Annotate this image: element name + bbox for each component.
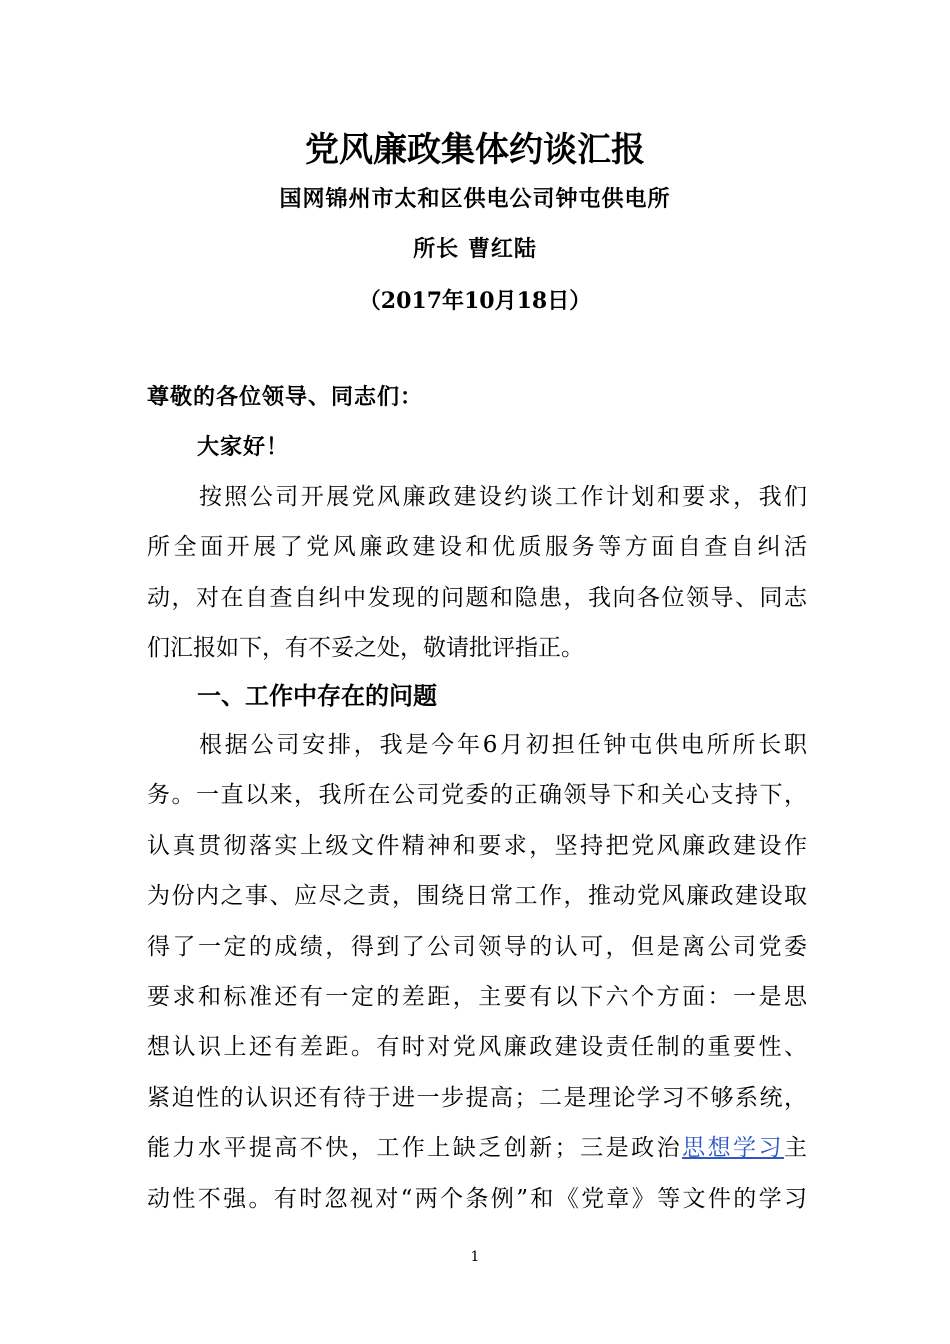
salutation: 尊敬的各位领导、同志们：: [147, 384, 424, 410]
paragraph-line: 务。一直以来，我所在公司党委的正确领导下和关心支持下，: [147, 782, 807, 809]
document-author: 所长 曹红陆: [413, 236, 537, 262]
document-title: 党风廉政集体约谈汇报: [305, 130, 645, 170]
paragraph-line: 根据公司安排，我是今年6月初担任钟屯供电所所长职: [199, 732, 807, 758]
paragraph-line: 动，对在自查自纠中发现的问题和隐患，我向各位领导、同志: [147, 584, 807, 611]
document-date: （2017年10月18日）: [358, 288, 592, 314]
paragraph-line: 为份内之事、应尽之责，围绕日常工作，推动党风廉政建设取: [147, 883, 807, 910]
greeting: 大家好！: [197, 434, 290, 460]
page-number: 1: [470, 1249, 480, 1265]
paragraph-line: 们汇报如下，有不妥之处，敬请批评指正。: [147, 635, 584, 662]
paragraph-intro: [147, 472, 807, 674]
paragraph-line: 认真贯彻落实上级文件精神和要求，坚持把党风廉政建设作: [147, 832, 807, 859]
thought-study-link[interactable]: 思想学习: [682, 1135, 785, 1162]
line-text-before-link: 能力水平提高不快，工作上缺乏创新；三是政治: [147, 1135, 683, 1162]
paragraph-line: 动性不强。有时忽视对“两个条例”和《党章》等文件的学习: [147, 1185, 807, 1212]
document-subtitle: 国网锦州市太和区供电公司钟屯供电所: [279, 186, 671, 212]
paragraph-line-with-link: [147, 1123, 807, 1173]
paragraph-problems: [147, 720, 807, 1224]
paragraph-line: 紧迫性的认识还有待于进一步提高；二是理论学习不够系统，: [147, 1084, 807, 1111]
paragraph-line: 要求和标准还有一定的差距，主要有以下六个方面：一是思: [147, 983, 807, 1010]
section-heading: 一、工作中存在的问题: [197, 682, 437, 710]
paragraph-line: 得了一定的成绩，得到了公司领导的认可，但是离公司党委: [147, 933, 807, 960]
paragraph-line: 所全面开展了党风廉政建设和优质服务等方面自查自纠活: [147, 534, 807, 561]
paragraph-line: 按照公司开展党风廉政建设约谈工作计划和要求，我们: [199, 484, 807, 510]
paragraph-line: 想认识上还有差距。有时对党风廉政建设责任制的重要性、: [147, 1034, 807, 1061]
line-text-after-link: 主: [784, 1135, 807, 1162]
